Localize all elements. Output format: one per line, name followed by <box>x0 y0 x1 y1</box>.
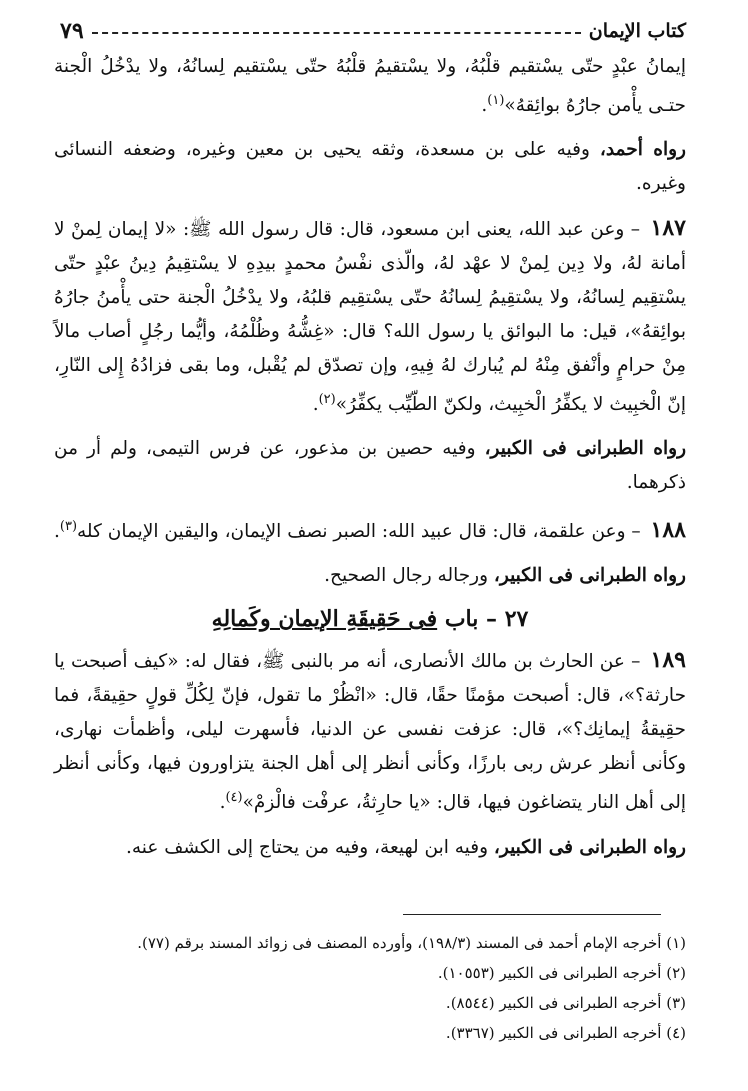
page-header <box>60 16 686 46</box>
source-text: وفيه على بن مسعدة، وثقه يحيى بن معين وغيره، وضعفه النسائى وغيره. <box>54 139 686 195</box>
book-title: كتاب الإيمان <box>588 20 686 42</box>
hadith-189: ١٨٩ – عن الحارث بن مالك الأنصارى، أنه مر بالنبى ﷺ، فقال له: «كيف أصبحت يا حارثة؟»، قال: أصبحت مؤمنًا حقًا، قال: «انْظُرْ ما تقول، فإنّ لِكُلِّ قولٍ حقِيقةً، فما حقِيقةُ إيمانِك؟»، قال: عزفت نفسى عن الدنيا، فأسهرت ليلى، وأظمأت نهارى، وكأنى أنظر عرش ربى بارزًا، وكأنى أنظر إلى أهل الجنة يتزاورون فيها، وكأنى أنظر إلى أهل النار يتضاغون فيها، قال: «يا حارِثةُ، عرفْت فالْزمْ»$^{(٤)}$. <box>54 647 686 814</box>
page-number: ٧٩ <box>60 18 84 44</box>
source-label: رواه الطبرانى فى الكبير، <box>484 438 687 460</box>
footnote-ref: (٢) <box>318 392 336 408</box>
hadith-text: – عن الحارث بن مالك الأنصارى، أنه مر بالنبى ﷺ، فقال له: «كيف أصبحت يا حارثة؟»، قال: أصبحت مؤمنًا حقًا، قال: «انْظُرْ ما تقول، فإنّ لِكُلِّ قولٍ حقِيقةً، فما حقِيقةُ إيمانِك؟»، قال: عزفت نفسى عن الدنيا، فأسهرت ليلى، وأظمأت نهارى، وكأنى أنظر عرش ربى بارزًا، وكأنى أنظر إلى أهل الجنة يتزاورون فيها، وكأنى أنظر إلى أهل النار يتضاغون فيها، قال: «يا حارِثةُ، عرفْت فالْزمْ» <box>54 651 686 814</box>
footnotes <box>46 928 686 1048</box>
chapter-number: ٢٧ – باب <box>444 606 529 633</box>
footnote-2: (٢) أخرجه الطبرانى فى الكبير (١٠٥٥٣). <box>437 964 686 982</box>
hadith-number: ١٨٩ <box>650 647 686 674</box>
chapter-title: فى حَقِيقَةِ الإيمان وكَمالِهِ <box>211 606 438 633</box>
continued-hadith: إيمانُ عبْدٍ حتّى يسْتقيم قلْبُهُ، ولا يسْتقيمُ قلْبُهُ حتّى يسْتقيم لِسانُهُ، ولا يدْخُلُ الْجنة حتـى يأْمن جارُهُ بوائِقهُ»$^{(١)}$. <box>54 56 686 117</box>
source-note <box>54 831 686 865</box>
footnote-1: (١) أخرجه الإمام أحمد فى المسند (١٩٨/٣)، وأورده المصنف فى زوائد المسند برقم (٧٧). <box>137 934 686 952</box>
hadith-text: إيمانُ عبْدٍ حتّى يسْتقيم قلْبُهُ، ولا يسْتقيمُ قلْبُهُ حتّى يسْتقيم لِسانُهُ، ولا يدْخُلُ الْجنة حتـى يأْمن جارُهُ بوائِقهُ» <box>54 56 686 117</box>
hadith-188: ١٨٨ – وعن علقمة، قال: قال عبيد الله: الصبر نصف الإيمان، واليقين الإيمان كله$^{(٣)}$. <box>53 517 686 544</box>
chapter-heading <box>54 599 686 639</box>
source-text: وفيه حصين بن مذعور، عن فرس التيمى، ولم أر من ذكرهما. <box>54 438 686 494</box>
footnote-ref: (٣) <box>59 519 78 535</box>
hadith-number: ١٨٨ <box>650 517 686 544</box>
source-note <box>54 133 686 201</box>
hadith-187: ١٨٧ – وعن عبد الله، يعنى ابن مسعود، قال: قال رسول الله ﷺ: «لا إيمان لِمنْ لا أمانة لهُ، ولا دِين لِمنْ لا عهْد لهُ، والّذى نفْسُ محمدٍ بيدِهِ لا يسْتقِيمُ دِينُ عبْدٍ حتّى يسْتقِيم لِسانُهُ، ولا يسْتقِيمُ لِسانُهُ حتّى يسْتقِيم قلبُهُ، ولا يدْخُلُ الْجنة حتى يأْمنُ جارُهُ بوائِقهُ»، قيل: ما البوائق يا رسول الله؟ قال: «غِشُّهُ وظُلْمُهُ، وأيُّما رجُلٍ أصاب مالاً مِنْ حرامٍ وأنْفق مِنْهُ لم يُبارك لهُ فِيهِ، وإن تصدّق لم يُقْبل، وما بقى فزادُهُ إِلى النّارِ، إنّ الْخبِيث لا يكفِّرُ الْخبِيث، ولكنّ الطّيِّب يكفِّرُ»$^{(٢)}$. <box>54 215 686 416</box>
source-label: رواه أحمد، <box>599 139 686 161</box>
source-note <box>54 559 686 593</box>
footnote-4: (٤) أخرجه الطبرانى فى الكبير (٣٣٦٧). <box>445 1024 686 1042</box>
main-text <box>54 50 686 865</box>
footnote-rule <box>403 914 661 915</box>
source-text: وفيه ابن لهيعة، وفيه من يحتاج إلى الكشف عنه. <box>125 836 489 858</box>
footnote-3: (٣) أخرجه الطبرانى فى الكبير (٨٥٤٤). <box>445 994 686 1012</box>
header-dashed-rule <box>92 32 581 34</box>
hadith-number: ١٨٧ <box>650 215 686 242</box>
footnote-ref: (٤) <box>225 790 243 806</box>
source-label: رواه الطبرانى فى الكبير، <box>493 836 686 858</box>
source-label: رواه الطبرانى فى الكبير، <box>493 565 686 587</box>
hadith-text: – وعن عبد الله، يعنى ابن مسعود، قال: قال رسول الله ﷺ: «لا إيمان لِمنْ لا أمانة لهُ، ولا دِين لِمنْ لا عهْد لهُ، والّذى نفْسُ محمدٍ بيدِهِ لا يسْتقِيمُ دِينُ عبْدٍ حتّى يسْتقِيم لِسانُهُ، ولا يسْتقِيمُ لِسانُهُ حتّى يسْتقِيم قلبُهُ، ولا يدْخُلُ الْجنة حتى يأْمنُ جارُهُ بوائِقهُ»، قيل: ما البوائق يا رسول الله؟ قال: «غِشُّهُ وظُلْمُهُ، وأيُّما رجُلٍ أصاب مالاً مِنْ حرامٍ وأنْفق مِنْهُ لم يُبارك لهُ فِيهِ، وإن تصدّق لم يُقْبل، وما بقى فزادُهُ إِلى النّارِ، إنّ الْخبِيث لا يكفِّرُ الْخبِيث، ولكنّ الطّيِّب يكفِّرُ» <box>54 219 686 416</box>
hadith-text: – وعن علقمة، قال: قال عبيد الله: الصبر نصف الإيمان، واليقين الإيمان كله <box>77 521 641 543</box>
footnote-ref: (١) <box>487 93 505 108</box>
source-text: ورجاله رجال الصحيح. <box>324 565 489 587</box>
source-note <box>54 432 686 500</box>
